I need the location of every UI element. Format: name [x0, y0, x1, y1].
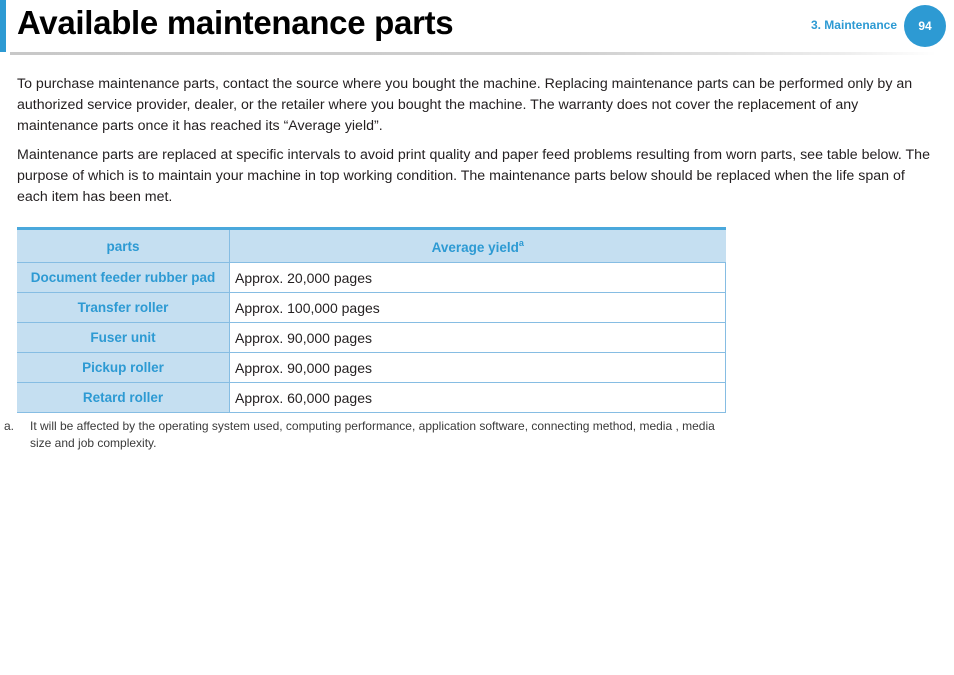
yield-cell: Approx. 90,000 pages	[230, 323, 726, 353]
table-header-row	[17, 229, 726, 263]
part-name-cell: Document feeder rubber pad	[17, 263, 230, 293]
footnote-reference[interactable]: a	[518, 237, 524, 248]
intro-paragraph-2: Maintenance parts are replaced at specific intervals to avoid print quality and paper feed problems resulting from worn parts, see table below. The purpose of which is to maintain your machine in top working condition. The maintenance parts below should be replaced when the life span of each item has been met.	[17, 147, 930, 205]
part-name-cell: Transfer roller	[17, 293, 230, 323]
intro-text	[17, 74, 939, 216]
table-row	[17, 353, 726, 383]
header-parts	[17, 229, 230, 263]
header-accent-bar	[0, 0, 6, 52]
yield-cell: Approx. 20,000 pages	[230, 263, 726, 293]
header-parts-label: parts	[106, 238, 140, 254]
header-average-yield	[230, 229, 726, 263]
maintenance-parts-table	[17, 227, 726, 413]
header-divider	[10, 52, 936, 55]
header-yield-label: Average yield	[431, 239, 519, 255]
table-footnote	[4, 418, 737, 452]
footnote-mark: a.	[4, 419, 15, 433]
footnote-body	[4, 418, 737, 452]
yield-cell: Approx. 100,000 pages	[230, 293, 726, 323]
footnote-text: It will be affected by the operating system used, computing performance, application software, connecting method, media , media size and job complexity.	[30, 419, 715, 450]
chapter-label[interactable]: 3. Maintenance	[810, 18, 897, 32]
part-name-cell: Pickup roller	[17, 353, 230, 383]
yield-cell: Approx. 90,000 pages	[230, 353, 726, 383]
table-row	[17, 293, 726, 323]
page-number-badge: 94	[904, 5, 946, 47]
part-name-cell: Retard roller	[17, 383, 230, 413]
page-title: Available maintenance parts	[17, 4, 454, 41]
table-row	[17, 323, 726, 353]
table-row	[17, 383, 726, 413]
yield-cell: Approx. 60,000 pages	[230, 383, 726, 413]
table-row	[17, 263, 726, 293]
intro-paragraph-1: To purchase maintenance parts, contact the source where you bought the machine. Replacing maintenance parts can be performed only by an authorized service provider, dealer, or the retailer where you bought the machine. The warranty does not cover the replacement of any maintenance parts once it has reached its “Average yield”.	[17, 76, 913, 134]
part-name-cell: Fuser unit	[17, 323, 230, 353]
